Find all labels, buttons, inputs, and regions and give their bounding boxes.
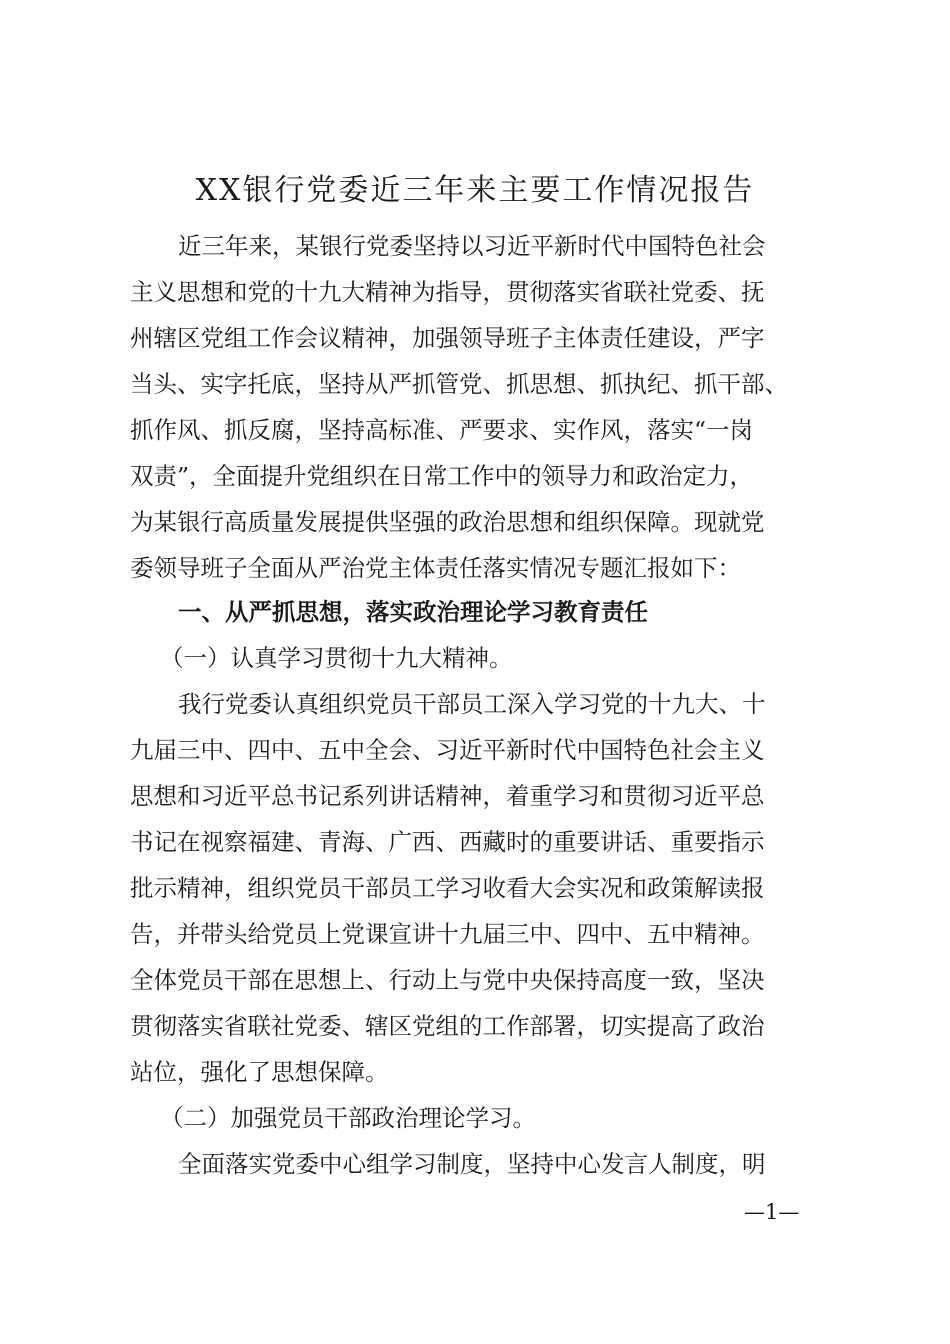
section-heading-1: 一、从严抓思想，落实政治理论学习教育责任 xyxy=(178,598,648,626)
paragraph-2-line: 九届三中、四中、五中全会、习近平新时代中国特色社会主义 xyxy=(130,736,765,764)
subsection-heading-2: （二）加强党员干部政治理论学习。 xyxy=(160,1104,536,1132)
document-title: XX银行党委近三年来主要工作情况报告 xyxy=(195,173,755,208)
paragraph-2-line: 告，并带头给党员上党课宣讲十九届三中、四中、五中精神。 xyxy=(130,920,765,948)
paragraph-1-line: 近三年来，某银行党委坚持以习近平新时代中国特色社会 xyxy=(178,232,766,260)
paragraph-2-line: 贯彻落实省联社党委、辖区党组的工作部署，切实提高了政治 xyxy=(130,1012,765,1040)
paragraph-1-line: 主义思想和党的十九大精神为指导，贯彻落实省联社党委、抚 xyxy=(130,278,765,306)
paragraph-2-line: 全体党员干部在思想上、行动上与党中央保持高度一致，坚决 xyxy=(130,966,765,994)
paragraph-1-line: 抓作风、抓反腐，坚持高标准、严要求、实作风，落实“一岗 xyxy=(130,416,754,444)
subsection-heading-1: （一）认真学习贯彻十九大精神。 xyxy=(160,644,513,672)
paragraph-2-line: 书记在视察福建、青海、广西、西藏时的重要讲话、重要指示 xyxy=(130,828,765,856)
paragraph-2-line: 思想和习近平总书记系列讲话精神，着重学习和贯彻习近平总 xyxy=(130,782,765,810)
paragraph-1-line: 委领导班子全面从严治党主体责任落实情况专题汇报如下： xyxy=(130,554,741,582)
paragraph-1-line: 为某银行高质量发展提供坚强的政治思想和组织保障。现就党 xyxy=(130,508,765,536)
paragraph-3-line: 全面落实党委中心组学习制度，坚持中心发言人制度，明 xyxy=(178,1150,766,1178)
paragraph-1-line: 双责”，全面提升党组织在日常工作中的领导力和政治定力， xyxy=(130,462,754,490)
page-number: —1— xyxy=(744,1200,800,1224)
paragraph-2-line: 我行党委认真组织党员干部员工深入学习党的十九大、十 xyxy=(178,690,766,718)
paragraph-1-line: 州辖区党组工作会议精神，加强领导班子主体责任建设，严字 xyxy=(130,324,765,352)
paragraph-2-line: 批示精神，组织党员干部员工学习收看大会实况和政策解读报 xyxy=(130,874,765,902)
paragraph-2-line: 站位，强化了思想保障。 xyxy=(130,1058,389,1086)
paragraph-1-line: 当头、实字托底，坚持从严抓管党、抓思想、抓执纪、抓干部、 xyxy=(130,370,788,398)
